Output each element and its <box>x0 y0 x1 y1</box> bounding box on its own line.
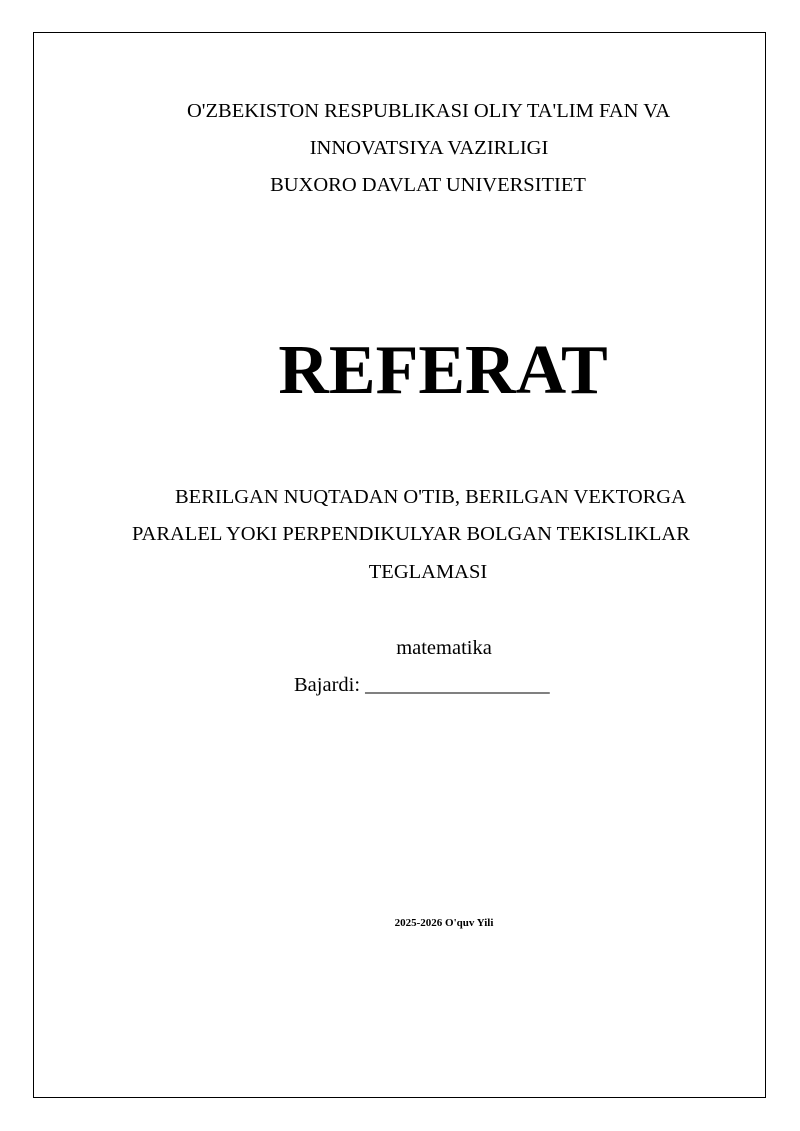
academic-year: 2025-2026 O'quv Yili <box>394 917 494 929</box>
university-name: BUXORO DAVLAT UNIVERSITIET <box>270 174 586 196</box>
topic-line1: BERILGAN NUQTADAN O'TIB, BERILGAN VEKTORGA <box>175 486 686 508</box>
topic-line3: TEGLAMASI <box>368 561 488 583</box>
performer-field: Bajardi: __________________ <box>294 674 550 696</box>
ministry-name-line1: O'ZBEKISTON RESPUBLIKASI OLIY TA'LIM FAN VA <box>187 100 671 122</box>
document-title: REFERAT <box>278 332 608 409</box>
subject-name: matematika <box>396 637 492 659</box>
ministry-name-line2: INNOVATSIYA VAZIRLIGI <box>309 137 549 159</box>
topic-line2: PARALEL YOKI PERPENDIKULYAR BOLGAN TEKISLIKLAR <box>132 523 690 545</box>
